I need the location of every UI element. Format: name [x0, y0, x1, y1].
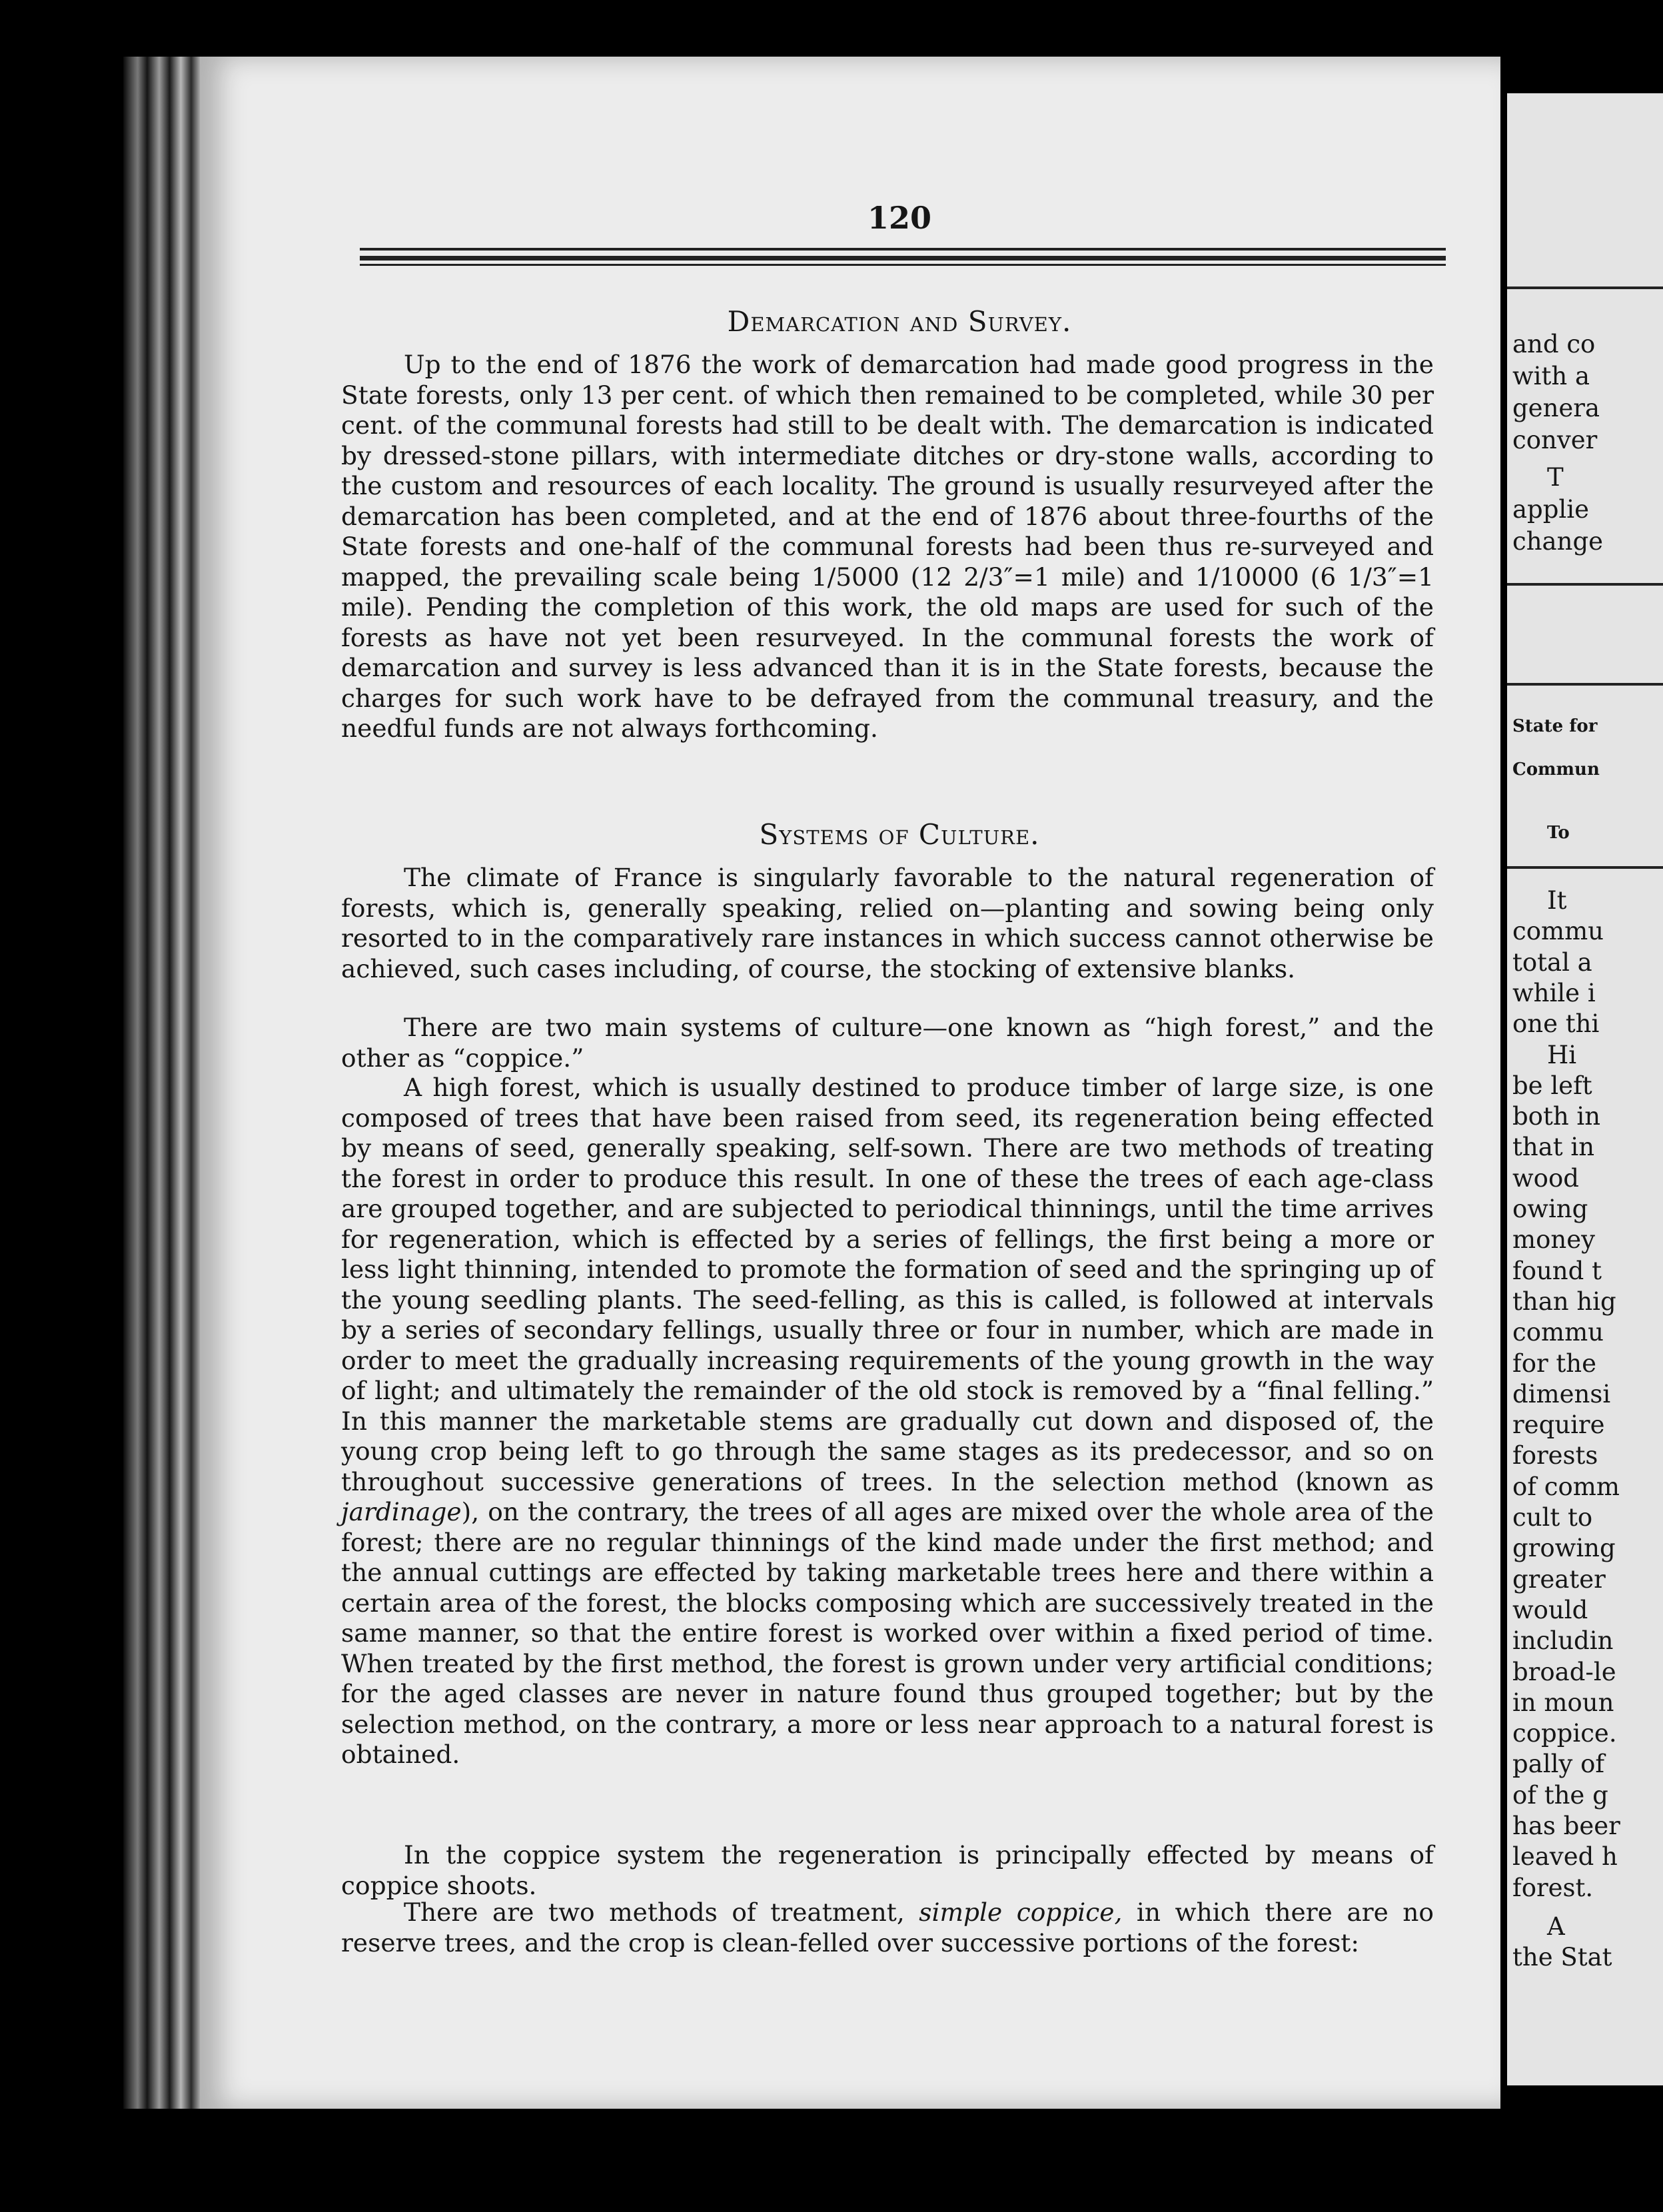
next-page-line: that in: [1512, 1133, 1595, 1161]
next-page-rule: [1507, 286, 1663, 289]
next-page-line: conver: [1512, 426, 1598, 454]
next-page-line: coppice.: [1512, 1719, 1617, 1748]
page-number: 120: [867, 200, 932, 236]
next-page-rule: [1507, 583, 1663, 586]
paragraph-two-systems: There are two main systems of culture—one known as “high forest,” and the other as “coppice.”: [341, 1013, 1434, 1073]
table-row-label: Commun: [1512, 760, 1600, 780]
section-heading-demarcation: Demarcation and Survey.: [727, 305, 1072, 338]
text-run: A high forest, which is usually destined to produce timber of large size, is one composed of trees that have been raised from seed, its regeneration being effected by means of seed, generally speaking, self-sown. There are two methods of treating the forest in order to produce this result. In one of these the trees of each age-class are grouped together, and are subjected to periodical thinnings, until the time arrives for regeneration, which is effected by a series of fellings, the first being a more or less light thinning, intended to promote the formation of seed and the springing up of the young seedling plants. The seed-felling, as this is called, is followed at intervals by a series of secondary fellings, usually three or four in number, which are made in order to meet the gradually increasing requirements of the young growth in the way of light; and ultimately the remainder of the old stock is removed by a “final felling.” In this manner the marketable stems are gradually cut down and disposed of, the young crop being left to go through the same stages as its predecessor, and so on throughout successive generations of trees. In the selection method (known as: [341, 1073, 1434, 1496]
next-page-line: forests: [1512, 1441, 1598, 1470]
next-page-line: found t: [1512, 1257, 1602, 1285]
text-run: ), on the contrary, the trees of all ages are mixed over the whole area of the forest; there are no regular thinnings of the kind made under the first method; and the annual cuttings are effected by taking marketable trees here and there within a certain area of the forest, the blocks composing which are successively treated in the same manner, so that the entire forest is worked over within a fixed period of time. When treated by the first method, the forest is grown under very artificial conditions; for the aged classes are never in nature found thus grouped together; but by the selection method, on the contrary, a more or less near approach to a natural forest is obtained.: [341, 1497, 1434, 1769]
next-page-line: the Stat: [1512, 1943, 1612, 1971]
section-heading-systems: Systems of Culture.: [759, 818, 1040, 851]
next-page-line: genera: [1512, 394, 1600, 422]
next-page-line: both in: [1512, 1102, 1601, 1131]
next-page-line: Hi: [1547, 1041, 1577, 1069]
table-row-label: State for: [1512, 716, 1598, 736]
next-page-line: applie: [1512, 495, 1589, 524]
next-page-line: while i: [1512, 979, 1596, 1007]
next-page-rule: [1507, 683, 1663, 686]
next-page-line: greater: [1512, 1565, 1606, 1594]
next-page-fragment: [1507, 93, 1663, 2085]
next-page-line: money: [1512, 1225, 1595, 1254]
paragraph-demarcation: Up to the end of 1876 the work of demarcation had made good progress in the State forests, only 13 per cent. of which then remained to be completed, while 30 per cent. of the communal forests had still to be dealt with. The demarcation is indicated by dressed-stone pillars, with intermediate ditches or dry-stone walls, according to the custom and resources of each locality. The ground is usually resurveyed after the demarcation has been completed, and at the end of 1876 about three-fourths of the State forests and one-half of the communal forests had been thus re-surveyed and mapped, the prevailing scale being 1/5000 (12 2/3″=1 mile) and 1/10000 (6 1/3″=1 mile). Pending the completion of this work, the old maps are used for such of the forests as have not yet been resurveyed. In the communal forests the work of demarcation and survey is less advanced than it is in the State forests, because the charges for such work have to be defrayed from the communal treasury, and the needful funds are not always forthcoming.: [341, 350, 1434, 743]
next-page-line: forest.: [1512, 1874, 1594, 1902]
next-page-line: change: [1512, 527, 1604, 556]
next-page-line: with a: [1512, 362, 1590, 390]
header-rule: [360, 256, 1446, 261]
text-run: in which there are no reserve trees, and the crop is clean-felled over successive portions of the forest:: [341, 1898, 1434, 1957]
next-page-line: in moun: [1512, 1688, 1614, 1717]
next-page-line: broad-le: [1512, 1658, 1616, 1686]
next-page-line: commu: [1512, 1318, 1604, 1347]
next-page-line: total a: [1512, 948, 1592, 977]
paragraph-high-forest: [341, 1073, 1434, 1770]
paragraph-coppice: In the coppice system the regeneration is principally effected by means of coppice shoots.: [341, 1840, 1434, 1900]
next-page-line: one thi: [1512, 1009, 1600, 1038]
next-page-line: cult to: [1512, 1503, 1593, 1532]
next-page-line: of comm: [1512, 1472, 1620, 1501]
next-page-line: wood: [1512, 1164, 1579, 1193]
next-page-line: and co: [1512, 330, 1596, 358]
next-page-line: for the: [1512, 1349, 1597, 1378]
next-page-line: A: [1547, 1912, 1565, 1941]
next-page-line: of the g: [1512, 1781, 1608, 1810]
header-rule: [360, 248, 1446, 251]
next-page-line: leaved h: [1512, 1842, 1618, 1871]
book-gutter: [123, 57, 203, 2109]
paragraph-coppice-methods: [341, 1898, 1434, 1958]
header-rule: [360, 264, 1446, 266]
paragraph-climate: The climate of France is singularly favorable to the natural regeneration of forests, which is, generally speaking, relied on—planting and sowing being only resorted to in the comparatively rare instances in which success cannot otherwise be achieved, such cases including, of course, the stocking of extensive blanks.: [341, 863, 1434, 983]
next-page-line: require: [1512, 1410, 1605, 1439]
next-page-line: owing: [1512, 1195, 1588, 1223]
next-page-line: It: [1547, 886, 1567, 915]
next-page-line: growing: [1512, 1534, 1616, 1562]
italic-term: simple coppice,: [919, 1898, 1123, 1927]
table-total-label: To: [1547, 823, 1570, 843]
next-page-line: has beer: [1512, 1812, 1620, 1840]
italic-term: jardinage: [341, 1497, 462, 1526]
next-page-line: includin: [1512, 1626, 1614, 1655]
next-page-line: than hig: [1512, 1287, 1616, 1316]
next-page-line: be left: [1512, 1071, 1592, 1100]
next-page-line: T: [1547, 463, 1564, 492]
next-page-line: pally of: [1512, 1750, 1605, 1778]
next-page-line: would: [1512, 1596, 1588, 1624]
next-page-line: dimensi: [1512, 1380, 1611, 1408]
next-page-line: commu: [1512, 917, 1604, 945]
next-page-rule: [1507, 866, 1663, 869]
text-run: There are two methods of treatment,: [404, 1898, 919, 1927]
